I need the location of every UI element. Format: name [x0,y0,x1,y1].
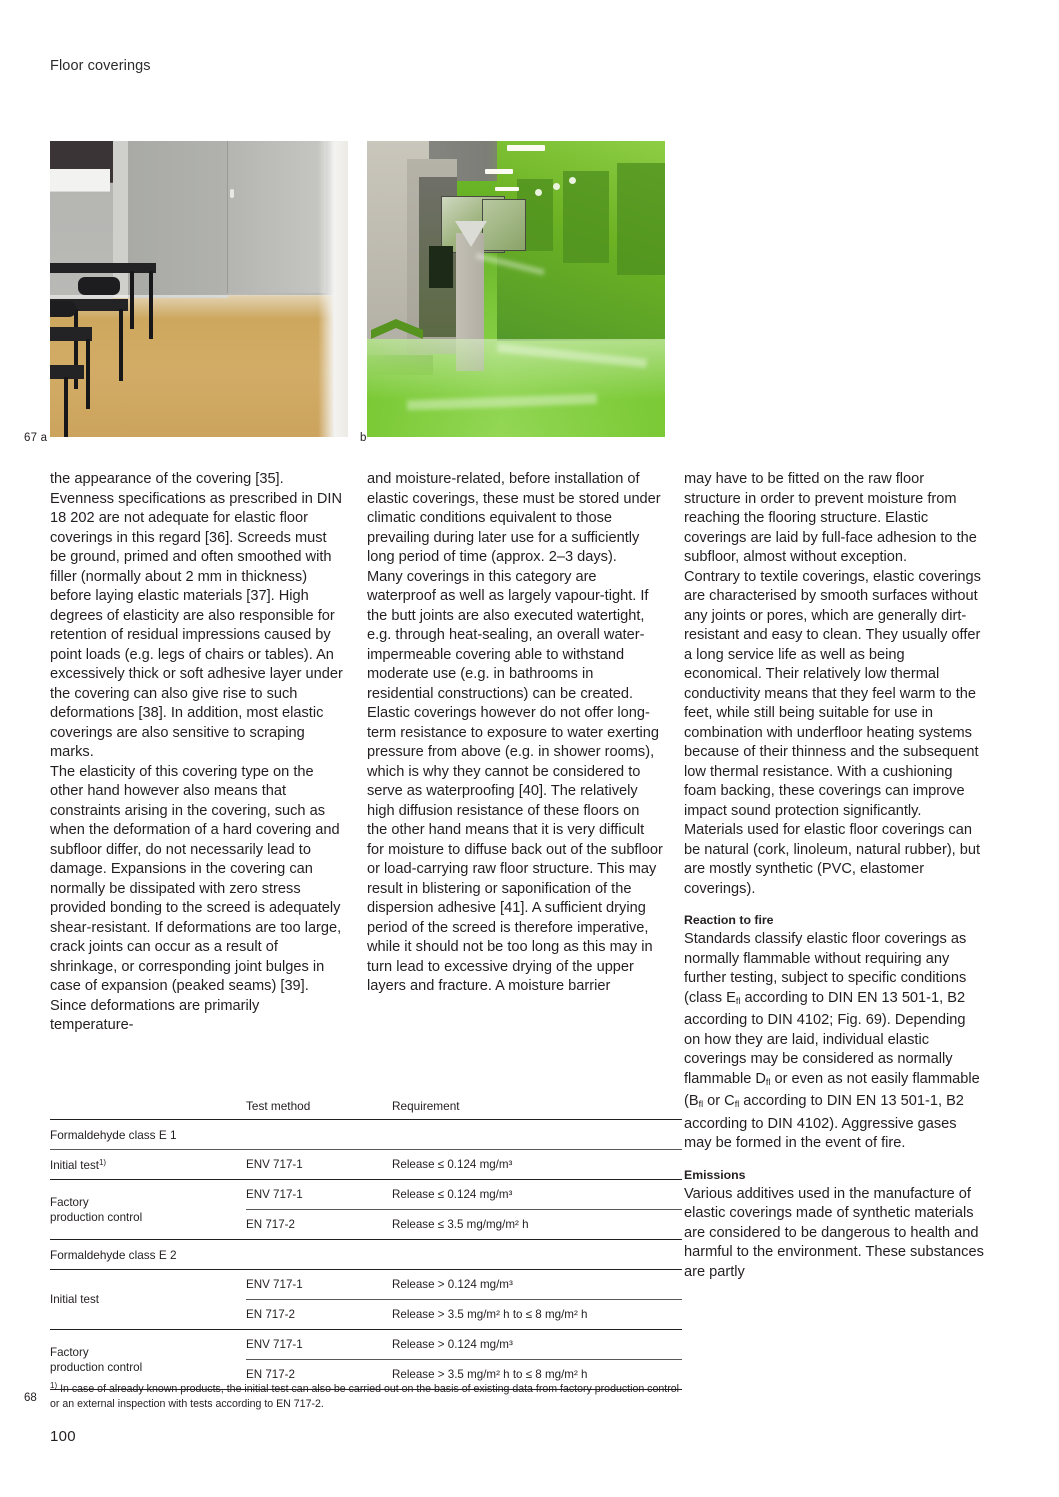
table-group-title: Formaldehyde class E 2 [50,1240,682,1270]
table-cell-requirement: Release > 0.124 mg/m³ [392,1270,682,1300]
text-column-3 [684,470,984,1282]
table-cell-method: EN 717-2 [246,1210,392,1240]
table-footnote [50,1379,690,1411]
table-header-blank [50,1093,246,1120]
subheading-reaction-to-fire: Reaction to fire [684,913,774,927]
fire-text-4: or C [703,1093,735,1109]
table-row-label: Initial test$^{1)}$ [50,1150,246,1180]
table-header-row [50,1093,682,1120]
table-cell-requirement: Release > 0.124 mg/m³ [392,1330,682,1360]
subscript-fl: fl [765,1076,771,1087]
figure-image-b [367,141,665,437]
paragraph: Materials used for elastic floor coverings can be natural (cork, linoleum, natural rubber), but are mostly synthetic (PVC, elastomer coverings). [684,822,981,897]
subheading-emissions: Emissions [684,1167,746,1182]
page-number: 100 [50,1428,76,1445]
footnote-marker: 1) [50,1381,58,1390]
formaldehyde-table [50,1093,682,1390]
table-row [50,1270,682,1300]
paragraph: The elasticity of this covering type on the other hand however also means that constraints arising in the covering, such as when the deformation of a hard covering and subfloor differ, do not necessarily lead to damage. Expansions in the covering can normally be dissipated with zero stress provided bonding to the screed is adequately shear-resistant. If deformations are too large, crack joints can occur as a result of shrinkage, or corresponding joint bulges in case of expansion (peaked seams) [39]. Since deformations are primarily temperature- [50,763,342,1033]
table-row [50,1150,682,1180]
subscript-fl: fl [698,1099,704,1109]
paragraph: may have to be fitted on the raw floor structure in order to prevent moisture from reaching the flooring structure. Elastic coverings are laid by full-face adhesion to the subfloor, almost without exception. [684,471,977,565]
figure-band [50,141,982,437]
fire-text-1: Standards classify elastic floor coverings as normally flammable without requiring any further testing, subject to specific conditions (class E [684,931,967,1006]
fire-text-2: according to DIN EN 13 501-1, B2 according to DIN 4102; Fig. 69). Depending on how they are laid, individual elastic coverings may be considered as normally flammable D [684,989,966,1087]
table-row-label: Factory production control [50,1330,246,1390]
table-cell-requirement: Release ≤ 0.124 mg/m³ [392,1150,682,1180]
table-cell-requirement: Release > 3.5 mg/m² h to ≤ 8 mg/m² h [392,1300,682,1330]
paragraph-emissions: Various additives used in the manufacture of elastic coverings made of synthetic materials are considered to be dangerous to health and harmful to the environment. These substances are partly [684,1185,984,1280]
table-cell-method: EN 717-2 [246,1300,392,1330]
figure-image-a [50,141,348,437]
paragraph: Contrary to textile coverings, elastic coverings are characterised by smooth surfaces without any joints or pores, which are generally dirt-resistant and easy to clean. They usually offer a long service life as well as being economical. Their relatively low thermal conductivity means that they feel warm to the feet, while still being suitable for use in combination with underfloor heating systems because of their thinness and the subsequent low thermal resistance. With a cushioning foam backing, these coverings can improve impact sound protection significantly. [684,568,981,819]
subscript-fl: fl [734,1099,740,1109]
paragraph: and moisture-related, before installation of elastic coverings, these must be stored under climatic conditions equivalent to those prevailing during later use for a sufficiently long period of time (approx. 2–3 days). [367,471,661,565]
table-group-title: Formaldehyde class E 1 [50,1120,682,1150]
subscript-fl: fl [735,995,741,1006]
table-cell-requirement: Release ≤ 0.124 mg/m³ [392,1180,682,1210]
table-row [50,1330,682,1360]
table-row [50,1180,682,1210]
paragraph-reaction-to-fire [684,930,984,1154]
figure-number-68: 68 [24,1392,37,1404]
table-header-requirement: Requirement [392,1099,460,1113]
paragraph: Many coverings in this category are waterproof as well as largely vapour-tight. If the butt joints are also executed watertight, e.g. through heat-sealing, an overall water-impermeable covering able to withstand moderate use (e.g. in bathrooms in residential constructions) can be created. Elastic coverings however do not offer long-term resistance to exposure to water exerting pressure from above (e.g. in shower rooms), which is why they cannot be considered to serve as waterproofing [40]. The relatively high diffusion resistance of these floors on the other hand means that it is very difficult for moisture to diffuse back out of the subfloor or load-carrying raw floor structure. This may result in blistering or saponification of the dispersion adhesive [41]. A sufficient drying period of the screed is therefore imperative, while it should not be too long as this may in turn lead to excessive drying of the upper layers and fracture. A moisture barrier [367,568,663,994]
fire-text-5: according to DIN EN 13 501-1, B2 according to DIN 4102). Aggressive gases may be formed in the event of fire. [684,1093,964,1151]
table-cell-requirement: Release ≤ 3.5 mg/mg/m² h [392,1210,682,1240]
text-column-1 [50,470,346,1036]
table-cell-method: ENV 717-1 [246,1270,392,1300]
table-cell-method: ENV 717-1 [246,1180,392,1210]
paragraph: the appearance of the covering [35]. Evenness specifications as prescribed in DIN 18 202 are not adequate for elastic floor coverings in this regard [36]. Screeds must be ground, primed and often smoothed with filler (normally about 2 mm in thickness) before laying elastic materials [37]. High degrees of elasticity are also responsible for retention of residual impressions caused by point loads (e.g. legs of chairs or tables). An excessively thick or soft adhesive layer under the covering can also give rise to such deformations [38]. In addition, most elastic coverings are also sensitive to scraping marks. [50,471,343,760]
footnote-text: In case of already known products, the initial test can also be carried out on the basis of existing data from factory production control or an external inspection with tests according to EN 717-2. [50,1383,679,1410]
table-cell-method: ENV 717-1 [246,1330,392,1360]
table-header-test-method: Test method [246,1099,311,1113]
table-cell-method: ENV 717-1 [246,1150,392,1180]
figure-caption-b: b [360,432,367,444]
fire-text-3: or even as not easily flammable (B [684,1070,980,1109]
table-cell-requirement: Release > 3.5 mg/m² h to ≤ 8 mg/m² h [392,1360,682,1390]
running-head: Floor coverings [50,58,151,74]
table-row-label: Factory production control [50,1180,246,1240]
figure-caption-a: 67 a [24,432,48,444]
table-cell-method: EN 717-2 [246,1360,392,1390]
table-group-row [50,1240,682,1270]
table-row-label: Initial test [50,1270,246,1330]
table-group-row [50,1120,682,1150]
text-column-2 [367,470,663,997]
